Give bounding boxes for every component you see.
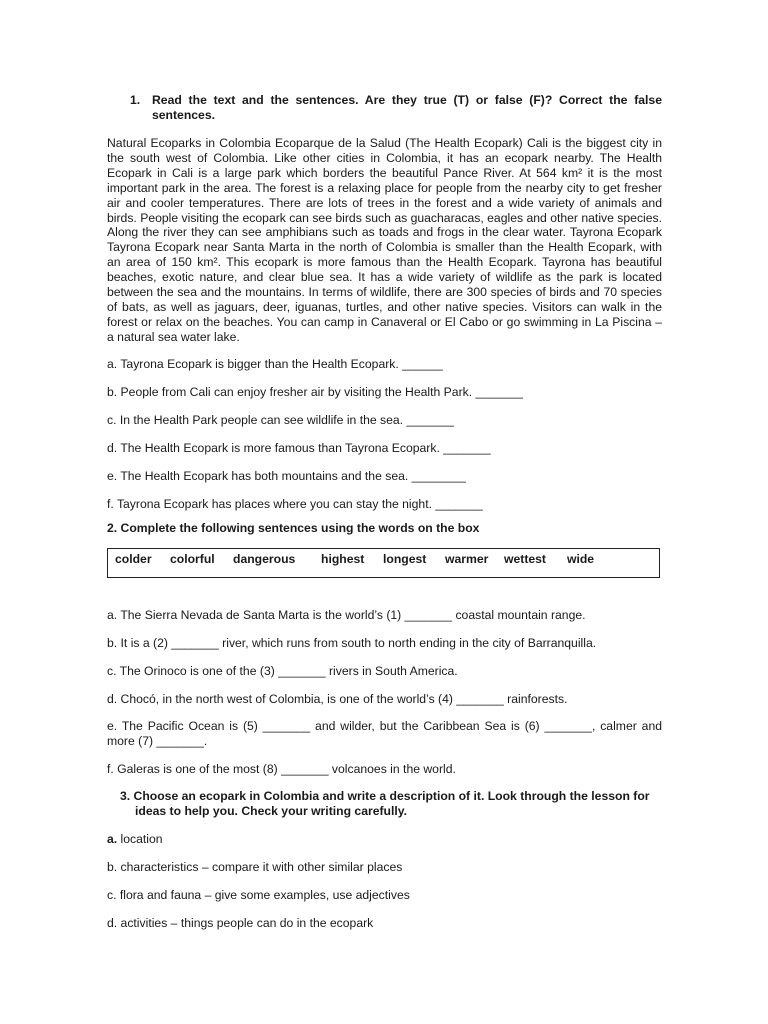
prompt-item-a	[107, 832, 163, 847]
statement-a: a. Tayrona Ecopark is bigger than the Health Ecopark. ______	[107, 357, 443, 371]
section3-heading-line1: 3. Choose an ecopark in Colombia and write a description of it. Look through the lesson for	[120, 789, 650, 803]
sentence-c: c. The Orinoco is one of the (3) _______ rivers in South America.	[107, 664, 458, 678]
prompt-item-d: d. activities – things people can do in the ecopark	[107, 916, 374, 930]
section3-heading-line2: ideas to help you. Check your writing carefully.	[135, 804, 408, 818]
word-highest: highest	[321, 552, 365, 566]
section1-number: 1.	[130, 93, 141, 107]
section1-heading-text: Read the text and the sentences. Are they true (T) or false (F)? Correct the false sentences.	[152, 93, 662, 122]
statement-f: f. Tayrona Ecopark has places where you can stay the night. _______	[107, 497, 483, 511]
sentence-e: e. The Pacific Ocean is (5) _______ and wilder, but the Caribbean Sea is (6) _______, calmer and more (7) _______.	[107, 719, 662, 748]
reading-passage: Natural Ecoparks in Colombia Ecoparque de la Salud (The Health Ecopark) Cali is the biggest city in the south west of Colombia. Like other cities in Colombia, it has an ecopark nearby. The Health Ecopark in Cali is a large park which borders the beautiful Pance River. At 564 km² it is the most important park in the area. The forest is a relaxing place for people from the nearby city to get fresher air and cooler temperatures. There are lots of trees in the forest and a wide variety of animals and birds. People visiting the ecopark can see birds such as guacharacas, eagles and other native species. Along the river they can see amphibians such as toads and frogs in the clear water. Tayrona Ecopark Tayrona Ecopark near Santa Marta in the north of Colombia is smaller than the Health Ecopark, with an area of 150 km². This ecopark is more famous than the Health Ecopark. Tayrona has beautiful beaches, exotic nature, and clear blue sea. It has a wide variety of wildlife as the park is located between the sea and the mountains. In terms of wildlife, there are 300 species of birds and 70 species of bats, as well as jaguars, deer, iguanas, turtles, and other native species. Visitors can walk in the forest or relax on the beaches. You can camp in Canaveral or El Cabo or go swimming in La Piscina – a natural sea water lake.	[107, 136, 662, 344]
word-wettest: wettest	[504, 552, 546, 566]
word-longest: longest	[383, 552, 427, 566]
section3-heading	[120, 789, 662, 819]
word-warmer: warmer	[445, 552, 489, 566]
statement-c: c. In the Health Park people can see wildlife in the sea. _______	[107, 413, 454, 427]
prompt-item-a-letter: a.	[107, 832, 118, 846]
statement-e: e. The Health Ecopark has both mountains and the sea. ________	[107, 469, 466, 483]
statement-b: b. People from Cali can enjoy fresher air by visiting the Health Park. _______	[107, 385, 523, 399]
statement-d: d. The Health Ecopark is more famous than Tayrona Ecopark. _______	[107, 441, 491, 455]
word-colder: colder	[115, 552, 152, 566]
word-box	[107, 548, 660, 578]
sentence-f: f. Galeras is one of the most (8) _______ volcanoes in the world.	[107, 762, 456, 776]
word-wide: wide	[567, 552, 595, 566]
sentence-a: a. The Sierra Nevada de Santa Marta is the world’s (1) _______ coastal mountain range.	[107, 608, 586, 622]
sentence-d: d. Chocó, in the north west of Colombia, is one of the world’s (4) _______ rainforests.	[107, 692, 568, 706]
prompt-item-c: c. flora and fauna – give some examples, use adjectives	[107, 888, 410, 902]
prompt-item-b: b. characteristics – compare it with other similar places	[107, 860, 403, 874]
prompt-item-a-text: location	[117, 832, 163, 846]
word-colorful: colorful	[170, 552, 215, 566]
sentence-b: b. It is a (2) _______ river, which runs from south to north ending in the city of Barranquilla.	[107, 636, 597, 650]
section1-heading	[130, 93, 662, 123]
section2-heading: 2. Complete the following sentences using the words on the box	[107, 521, 480, 535]
word-dangerous: dangerous	[233, 552, 296, 566]
